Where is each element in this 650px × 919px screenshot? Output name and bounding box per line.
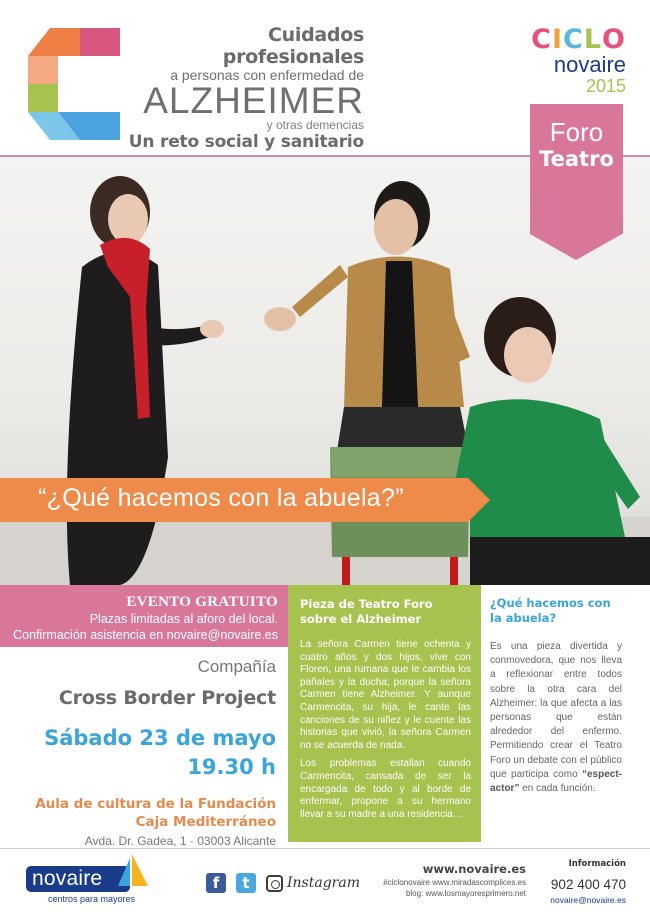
social-links bbox=[206, 873, 360, 893]
play-description bbox=[490, 596, 622, 796]
contact-email[interactable]: novaire@novaire.es bbox=[550, 895, 626, 905]
venue-line-2: Caja Mediterráneo bbox=[135, 814, 276, 830]
description-text: Es una pieza divertida y conmovedora, que nos lleva a reflexionar entre todos sobre la otra cara del Alzheimer: la que afecta a las personas que están alrededor del enfermo. Permitiendo crear el Teatro Foro un debate con el público que participa como bbox=[490, 641, 622, 780]
free-event-capacity: Plazas limitadas al aforo del local. bbox=[89, 612, 278, 626]
phone-number[interactable]: 902 400 470 bbox=[550, 877, 626, 892]
synopsis-title: Pieza de Teatro Foro sobre el Alzheimer bbox=[300, 597, 433, 626]
headline-alzheimer: ALZHEIMER bbox=[143, 80, 364, 121]
sail-icon bbox=[118, 852, 152, 892]
event-time: 19.30 h bbox=[187, 755, 276, 779]
free-event-confirmation: Confirmación asistencia en novaire@novaire.es bbox=[13, 628, 278, 642]
ciclo-letter: I bbox=[551, 24, 563, 55]
alzheimer-c-logo bbox=[28, 28, 120, 140]
ciclo-novaire-logo bbox=[530, 26, 626, 96]
synopsis-paragraph: La señora Carmen tiene ochenta y cuatro años y dos hijos, vive con Floren, una rumana que le cambia los pañales y la ducha; porque la señora Carmen tiene Alzheimer. Y aunque Carmencita, su hija, le cante las canciones de su niñez y le cuente las historias que vivió, la señora Carmen no se acuerda de nada. bbox=[300, 639, 471, 751]
synopsis-paragraph: Los problemas estallan cuando Carmencita, cansada de ser la encargada de todo y al borde de enfermar, propone a su hermano llevar a su madre a una residencia… bbox=[300, 758, 471, 820]
instagram-label: Instagram bbox=[287, 875, 360, 891]
twitter-icon[interactable]: t bbox=[236, 873, 256, 893]
venue-line-1: Aula de cultura de la Fundación bbox=[35, 796, 276, 812]
ciclo-letter: L bbox=[583, 24, 603, 55]
description-paragraph bbox=[490, 640, 622, 796]
instagram-icon bbox=[266, 875, 283, 892]
headline-block bbox=[128, 24, 364, 153]
play-title: “¿Qué hacemos con la abuela?” bbox=[38, 484, 404, 512]
foro-teatro-ribbon bbox=[530, 104, 623, 234]
free-event-box bbox=[0, 585, 288, 647]
teatro-label: Teatro bbox=[539, 147, 614, 171]
ciclo-letter: C bbox=[563, 24, 584, 55]
description-bold: “espect-actor” bbox=[490, 768, 623, 795]
novaire-tagline: centros para mayores bbox=[48, 894, 136, 904]
headline-line-2: a personas con enfermedad de bbox=[170, 67, 364, 83]
footer-divider bbox=[0, 848, 650, 849]
ciclo-letter: O bbox=[602, 24, 626, 55]
ciclo-brand: novaire bbox=[553, 52, 626, 77]
contact-info bbox=[544, 858, 626, 906]
info-label: Información bbox=[568, 859, 626, 869]
facebook-icon[interactable]: f bbox=[206, 873, 226, 893]
play-synopsis-box bbox=[288, 585, 481, 842]
play-title-banner bbox=[0, 478, 468, 522]
venue-address: Avda. Dr. Gadea, 1 · 03003 Alicante bbox=[84, 834, 276, 848]
event-date: Sábado 23 de mayo bbox=[44, 726, 276, 750]
event-details bbox=[0, 655, 276, 851]
ciclo-letter: C bbox=[531, 24, 552, 55]
description-end: en cada función. bbox=[522, 783, 596, 795]
headline-line-4: y otras demencias bbox=[266, 118, 364, 132]
company-label: Compañía bbox=[197, 657, 276, 676]
ciclo-word bbox=[530, 26, 626, 54]
headline-line-5: Un reto social y sanitario bbox=[128, 132, 364, 152]
ciclo-year: 2015 bbox=[585, 76, 626, 96]
description-title: ¿Qué hacemos con la abuela? bbox=[490, 596, 611, 625]
hashtag-links[interactable]: #ciclonovaire www.miradascomplices.es bbox=[383, 878, 526, 887]
foro-label: Foro bbox=[549, 117, 604, 147]
free-event-title: EVENTO GRATUITO bbox=[126, 594, 278, 610]
company-name: Cross Border Project bbox=[58, 687, 276, 709]
website-link[interactable]: www.novaire.es bbox=[422, 862, 526, 876]
novaire-logo[interactable] bbox=[26, 852, 156, 906]
blog-link[interactable]: blog: www.losmayoresprimero.net bbox=[405, 889, 526, 898]
headline-line-1: Cuidados profesionales bbox=[222, 24, 364, 68]
web-links bbox=[340, 862, 526, 899]
novaire-logo-text: novaire bbox=[26, 866, 130, 892]
